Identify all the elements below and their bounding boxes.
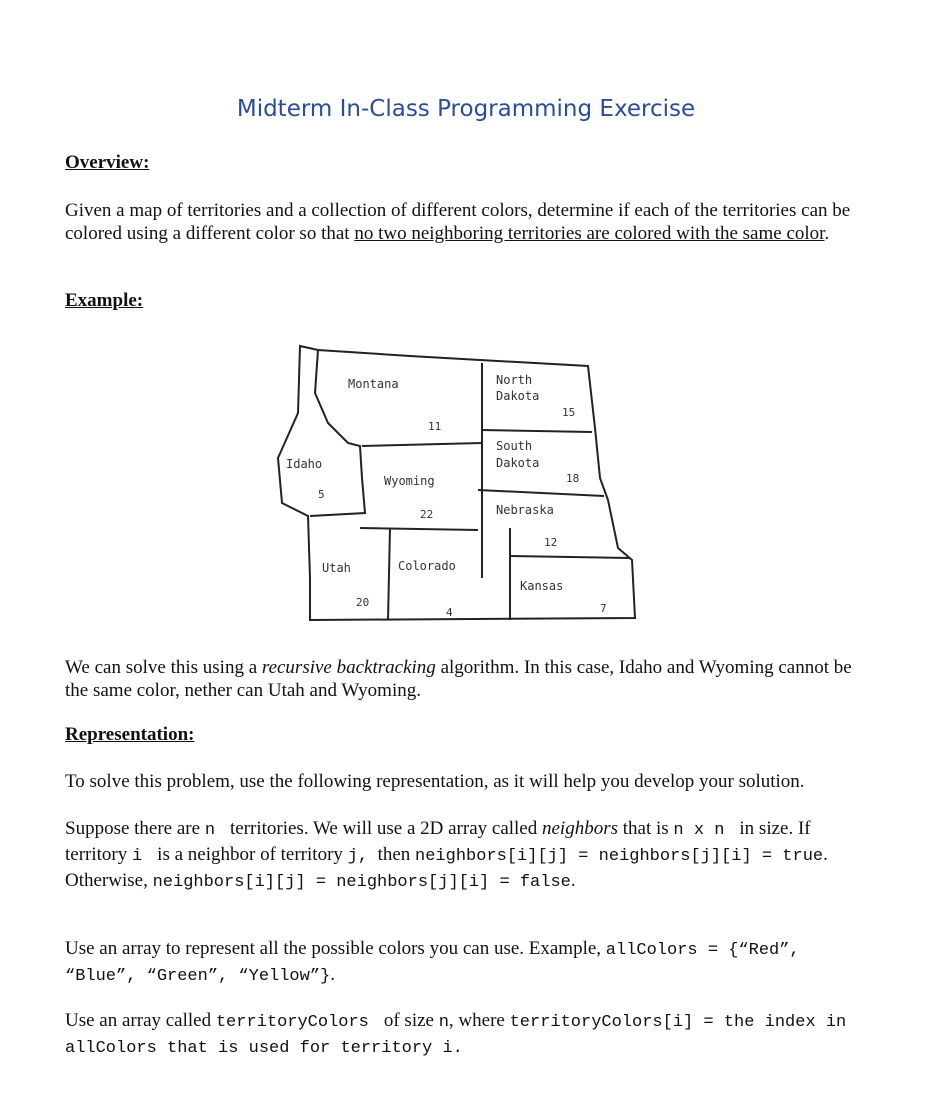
all-colors-paragraph	[65, 937, 875, 989]
p1-run: that is	[618, 818, 674, 839]
p3-run: n	[438, 1013, 449, 1032]
overview-text-a: Given a map of territories and a collection of different colors, determine if each of the territories can be colored using a different color so that	[65, 200, 851, 244]
map-number-colorado: 4	[446, 606, 453, 619]
p1-run: j,	[347, 847, 369, 866]
map-number-north-dakota: 15	[562, 406, 576, 419]
map-label-montana: Montana	[348, 377, 399, 391]
map-number-kansas: 7	[600, 602, 607, 615]
territory-map	[270, 338, 642, 628]
border-nd-sd	[482, 430, 592, 432]
map-label-north-dakota-1: North	[496, 373, 533, 387]
border-utah-colorado	[388, 528, 390, 620]
p2-run: allColors = {“Red”, “Blue”, “Green”, “Yellow”}	[65, 941, 810, 986]
map-number-south-dakota: 18	[566, 472, 580, 485]
p1-run: neighbors[i][j] = neighbors[j][i] = true	[415, 847, 824, 866]
example-paragraph	[65, 656, 875, 702]
p1-run: Suppose there are	[65, 818, 205, 839]
p2-run: Use an array to represent all the possible colors you can use. Example,	[65, 938, 606, 959]
p1-run: in size. If territory	[65, 818, 816, 865]
p1-run: neighbors[i][j] = neighbors[j][i] = false	[152, 873, 571, 892]
map-label-nebraska: Nebraska	[496, 503, 554, 517]
p2-run: .	[330, 964, 335, 985]
example-heading: Example:	[65, 290, 144, 311]
example-text-b: algorithm. In this case, Idaho and Wyoming cannot be the same color, nether can Utah and Wyoming.	[65, 657, 852, 701]
border-wyoming-colorado	[360, 528, 478, 530]
p1-run: then	[368, 844, 416, 865]
map-borders	[278, 346, 635, 620]
border-sd-ne	[478, 490, 604, 496]
p1-run: . Otherwise,	[65, 844, 833, 891]
p1-run: i	[132, 847, 153, 866]
map-label-north-dakota-2: Dakota	[496, 389, 540, 403]
overview-paragraph	[65, 199, 875, 245]
representation-intro: To solve this problem, use the following representation, as it will help you develop your solution.	[65, 771, 805, 792]
map-label-idaho: Idaho	[286, 457, 323, 471]
page-title: Midterm In-Class Programming Exercise	[236, 96, 696, 122]
border-nebraska-kansas	[510, 556, 630, 558]
map-number-nebraska: 12	[544, 536, 558, 549]
map-label-utah: Utah	[322, 561, 351, 575]
p1-run: .	[570, 870, 576, 891]
map-label-kansas: Kansas	[520, 579, 564, 593]
border-montana-wyoming	[362, 443, 482, 446]
map-label-south-dakota-1: South	[496, 439, 533, 453]
map-number-wyoming: 22	[420, 508, 434, 521]
overview-underlined-text: no two neighboring territories are colored with the same color	[354, 223, 825, 244]
p1-run: territories. We will use a 2D array called	[225, 818, 542, 839]
p1-run: neighbors	[542, 818, 618, 839]
map-number-idaho: 5	[318, 488, 325, 501]
map-label-south-dakota-2: Dakota	[496, 456, 540, 470]
example-text-a: We can solve this using a	[65, 657, 262, 678]
map-outline	[278, 346, 635, 620]
map-number-montana: 11	[428, 420, 442, 433]
map-number-utah: 20	[356, 596, 370, 609]
p1-run: n x n	[673, 821, 735, 840]
p3-run: of size	[379, 1010, 439, 1031]
representation-heading: Representation:	[65, 724, 195, 745]
map-label-colorado: Colorado	[398, 559, 456, 573]
p3-run: Use an array called	[65, 1010, 216, 1031]
p1-run: is a neighbor of territory	[152, 844, 348, 865]
p1-run: n	[204, 821, 226, 840]
map-label-wyoming: Wyoming	[384, 474, 435, 488]
neighbors-paragraph	[65, 817, 875, 895]
overview-heading: Overview:	[65, 152, 150, 173]
territory-colors-paragraph	[65, 1009, 875, 1061]
example-italic-text: recursive backtracking	[261, 657, 436, 678]
overview-text-b: .	[824, 223, 830, 244]
p3-run: territoryColors	[215, 1013, 380, 1032]
p3-run: territoryColors[i] = the index in allColors that is used for territory i.	[65, 1013, 857, 1058]
p3-run: , where	[448, 1010, 510, 1031]
